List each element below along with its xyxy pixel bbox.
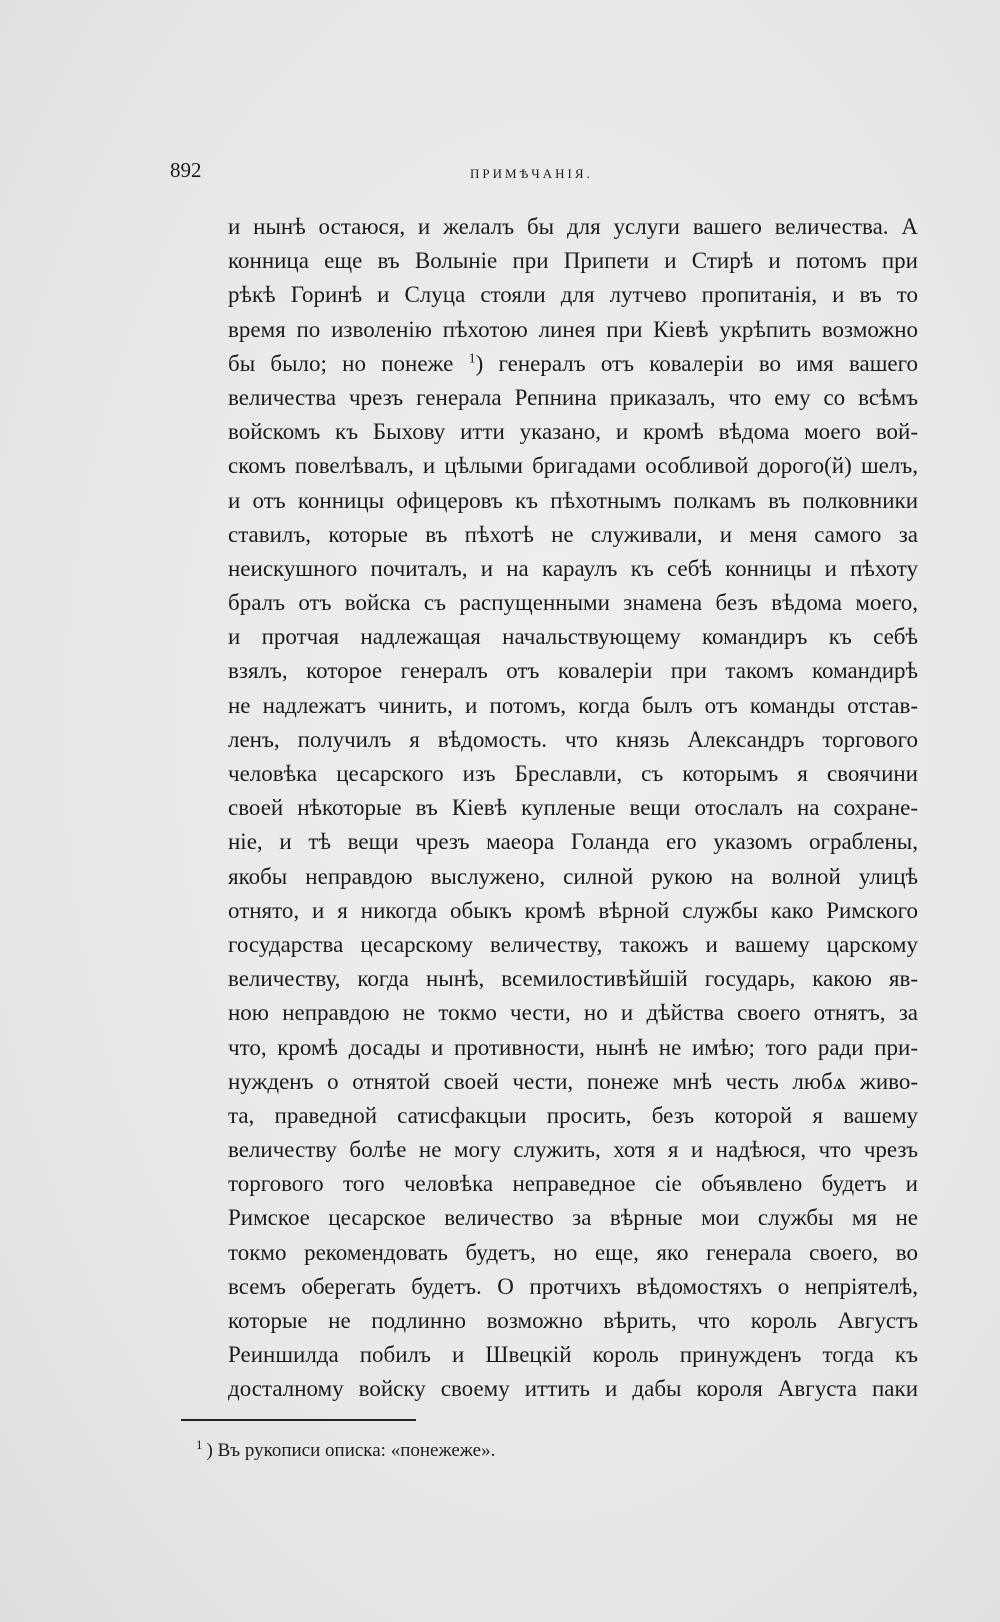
text-line: и отъ конницы офицеровъ къ пѣхотнымъ полкамъ въ полковники (228, 487, 918, 513)
text-line: всемъ оберегать будетъ. О протчихъ вѣдомостяхъ о непріятелѣ, (228, 1273, 918, 1299)
text-line: и нынѣ остаюся, и желалъ бы для услуги вашего величества. А (228, 214, 918, 239)
text-line: досталному войску своему иттить и дабы короля Августа паки (228, 1376, 918, 1402)
text-line: величества чрезъ генерала Репнина приказалъ, что ему со всѣмъ (228, 384, 918, 410)
text-line: время по изволенію пѣхотою линея при Кіевѣ укрѣпить возможно (228, 316, 918, 342)
text-line: отнято, и я никогда обыкъ кромѣ вѣрной службы како Римского (228, 897, 918, 923)
text-line-part: бы было; но понеже (228, 350, 454, 376)
text-line: конница еще въ Волыніе при Припети и Стирѣ и потомъ при (228, 248, 918, 274)
text-line: что, кромѣ досады и противности, нынѣ не имѣю; того ради при- (228, 1034, 918, 1060)
text-line: та, праведной сатисфакцыи просить, безъ которой я вашему (228, 1102, 918, 1128)
page-number: 892 (170, 158, 202, 182)
text-line: ленъ, получилъ я вѣдомость. что князь Александръ торгового (228, 726, 918, 752)
text-line: ставилъ, которые въ пѣхотѣ не служивали, и меня самого за (228, 521, 918, 547)
text-line: которые не подлинно возможно вѣрить, что король Августъ (228, 1308, 918, 1333)
text-line: войскомъ къ Быхову итти указано, и кромѣ вѣдома моего вой- (228, 419, 918, 445)
text-line: Римское цесарское величество за вѣрные мои службы мя не (228, 1205, 918, 1231)
text-line: Реиншилда побилъ и Швецкій король принужденъ тогда къ (228, 1342, 918, 1368)
text-line: не надлежатъ чинить, и потомъ, когда былъ отъ команды отстав- (228, 692, 918, 718)
footnote-rule (181, 1419, 416, 1421)
footnote-mark: 1 (196, 1436, 203, 1452)
body-text (228, 210, 918, 1407)
text-line: и протчая надлежащая начальствующему командиръ къ себѣ (228, 624, 918, 650)
text-line: величеству болѣе не могу служить, хотя я и надѣюся, что чрезъ (228, 1137, 918, 1163)
footnote-reference: 1 (468, 351, 476, 367)
text-line: скомъ повелѣвалъ, и цѣлыми бригадами особливой дорого(й) шелъ, (228, 453, 918, 479)
footnote-text: ) Въ рукописи описка: «понежеже». (206, 1440, 496, 1461)
running-head: ПРИМѢЧАНІЯ. (470, 166, 593, 181)
text-line: государства цесарскому величеству, такожъ и вашему царскому (228, 931, 918, 957)
text-line: бралъ отъ войска съ распущенными знамена безъ вѣдома моего, (228, 590, 918, 616)
text-line-part: ) генералъ отъ ковалеріи во имя вашего (475, 350, 918, 376)
text-line: токмо рекомендовать будетъ, но еще, яко генерала своего, во (228, 1239, 918, 1265)
text-line: нужденъ о отнятой своей чести, понеже мнѣ честь любѧ живо- (228, 1068, 918, 1094)
text-line-with-footnote-ref (228, 347, 918, 381)
text-line: ніе, и тѣ вещи чрезъ маеора Голанда его указомъ ограблены, (228, 829, 918, 855)
text-line: человѣка цесарского изъ Бреславли, съ которымъ я своячини (228, 761, 918, 786)
text-line: неискушного почиталъ, и на караулъ къ себѣ конницы и пѣхоту (228, 555, 918, 581)
text-line: величеству, когда нынѣ, всемилостивѣйшій государь, какою яв- (228, 966, 918, 992)
text-line: рѣкѣ Горинѣ и Слуца стояли для лутчево пропитанія, и въ то (228, 282, 918, 308)
footnote (196, 1436, 496, 1462)
text-line: ною неправдою не токмо чести, но и дѣйства своего отнятъ, за (228, 1000, 918, 1026)
text-line: торгового того человѣка неправедное сіе объявлено будетъ и (228, 1171, 918, 1197)
text-line: своей нѣкоторые въ Кіевѣ купленые вещи отослалъ на сохране- (228, 795, 918, 821)
text-line: взялъ, которое генералъ отъ ковалеріи при такомъ командирѣ (228, 658, 918, 684)
text-line: якобы неправдою выслужено, силной рукою на волной улицѣ (228, 863, 918, 889)
